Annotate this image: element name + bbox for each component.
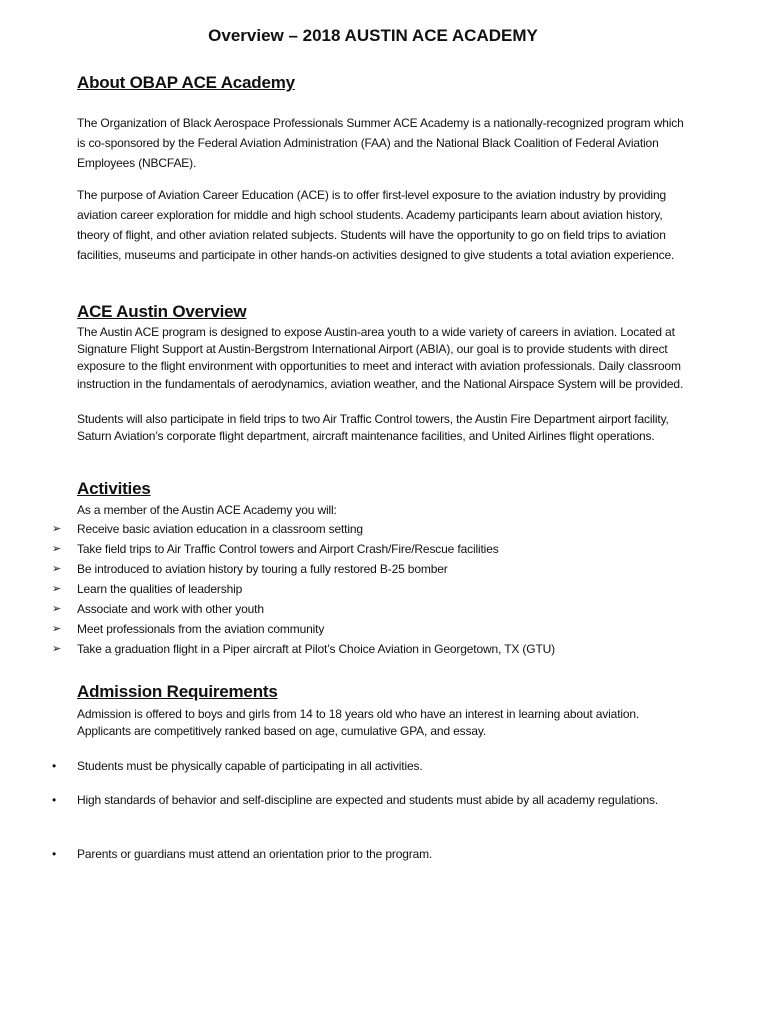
activities-intro: As a member of the Austin ACE Academy you will: — [77, 503, 337, 517]
overview-paragraph-2: Students will also participate in field trips to two Air Traffic Control towers, the Austin Fire Department airport facility, Saturn Aviation’s corporate flight department, aircraft maintenance facilities, and United Airlines flight operations. — [77, 412, 669, 444]
bullet-dot-icon: • — [52, 793, 57, 807]
arrow-bullet-icon: ➢ — [52, 523, 62, 535]
activities-list — [0, 519, 700, 659]
list-item — [0, 519, 700, 539]
overview-paragraph-1: The Austin ACE program is designed to expose Austin-area youth to a wide variety of careers in aviation. Located at Signature Flight Support at Austin-Bergstrom International Airport (ABIA), our goal is to provide students with direct exposure to the flight environment with opportunities to meet and interact with aviation professionals. Daily classroom instruction in the fundamentals of aerodynamics, aviation weather, and the National Airspace System will be provided. — [77, 325, 684, 391]
list-item — [0, 756, 700, 776]
list-item-text: Parents or guardians must attend an orientation prior to the program. — [77, 847, 433, 861]
about-paragraph-2: The purpose of Aviation Career Education (ACE) is to offer first-level exposure to the aviation industry by providing aviation career exploration for middle and high school students. Academy participants learn about aviation history, theory of flight, and other aviation related subjects. Students will have the opportunity to go on field trips to aviation facilities, museums and participate in other hands-on activities designed to give students a total aviation experience. — [77, 188, 675, 262]
arrow-bullet-icon: ➢ — [52, 543, 62, 555]
list-item — [0, 844, 700, 864]
list-item-text: Students must be physically capable of participating in all activities. — [77, 759, 423, 773]
bullet-dot-icon: • — [52, 847, 57, 861]
admission-intro: Admission is offered to boys and girls from 14 to 18 years old who have an interest in learning about aviation. Applicants are competitively ranked based on age, cumulative GPA, and essay. — [77, 707, 640, 739]
overview-heading: ACE Austin Overview — [77, 302, 247, 321]
activities-heading: Activities — [77, 479, 151, 498]
bullet-dot-icon: • — [52, 759, 57, 773]
admission-heading: Admission Requirements — [77, 682, 278, 701]
about-heading: About OBAP ACE Academy — [77, 73, 295, 92]
list-item-text: Receive basic aviation education in a classroom setting — [77, 522, 363, 536]
list-item-text: Meet professionals from the aviation community — [77, 622, 325, 636]
list-item-text: Learn the qualities of leadership — [77, 582, 243, 596]
list-item — [0, 619, 700, 639]
arrow-bullet-icon: ➢ — [52, 623, 62, 635]
list-item — [0, 559, 700, 579]
list-item-text: Take field trips to Air Traffic Control towers and Airport Crash/Fire/Rescue facilities — [77, 542, 499, 556]
arrow-bullet-icon: ➢ — [52, 563, 62, 575]
arrow-bullet-icon: ➢ — [52, 643, 62, 655]
document-title: Overview – 2018 AUSTIN ACE ACADEMY — [208, 26, 538, 45]
list-item — [0, 579, 700, 599]
list-item — [0, 639, 700, 659]
list-item — [0, 599, 700, 619]
list-item — [0, 790, 700, 810]
list-item — [0, 539, 700, 559]
arrow-bullet-icon: ➢ — [52, 583, 62, 595]
arrow-bullet-icon: ➢ — [52, 603, 62, 615]
list-item-text: Associate and work with other youth — [77, 602, 264, 616]
list-item-text: Be introduced to aviation history by touring a fully restored B-25 bomber — [77, 562, 448, 576]
list-item-text: High standards of behavior and self-discipline are expected and students must abide by all academy regulations. — [77, 793, 659, 807]
list-item-text: Take a graduation flight in a Piper aircraft at Pilot’s Choice Aviation in Georgetown, TX (GTU) — [77, 642, 555, 656]
about-paragraph-1: The Organization of Black Aerospace Professionals Summer ACE Academy is a nationally-recognized program which is co-sponsored by the Federal Aviation Administration (FAA) and the National Black Coalition of Federal Aviation Employees (NBCFAE). — [77, 116, 684, 170]
